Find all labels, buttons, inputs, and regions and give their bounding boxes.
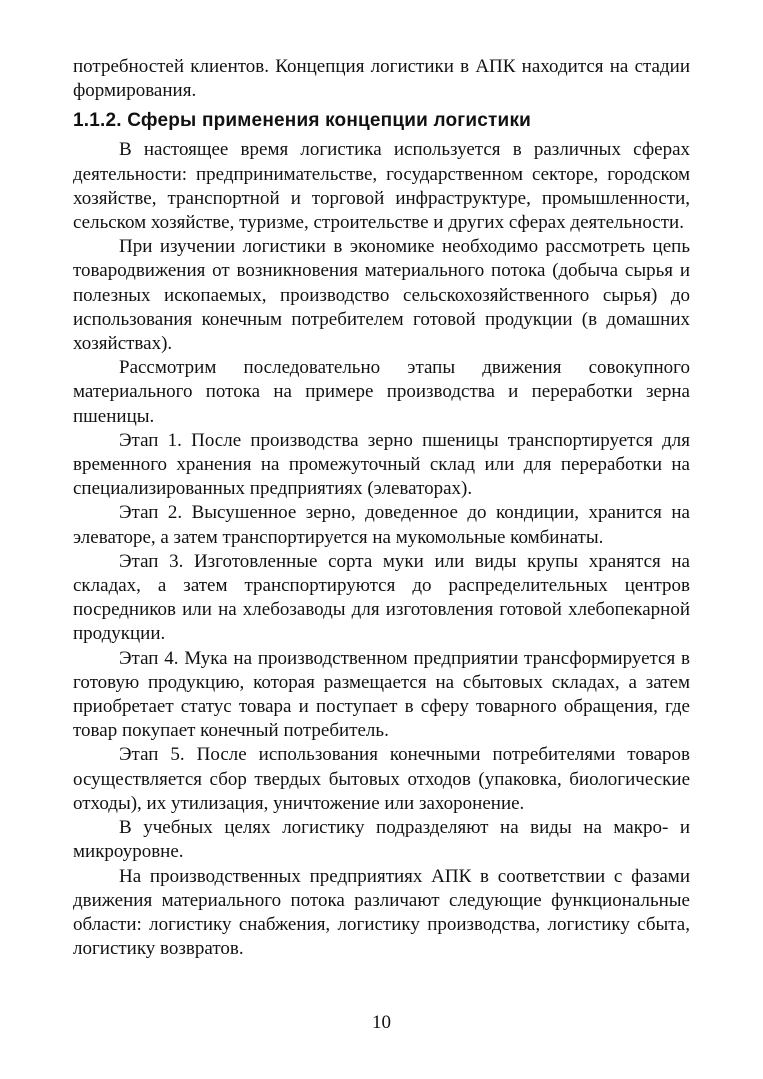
intro-paragraph: потребностей клиентов. Концепция логистики в АПК находится на стадии формирования. [73,56,690,102]
paragraph-functional-areas: На производственных предприятиях АПК в соответствии с фазами движения материального потока различают следующие функциональные области: логистику снабжения, логистику производства, логистику сбыта, логистику возвратов. [73,865,690,960]
paragraph-stage-2: Этап 2. Высушенное зерно, доведенное до кондиции, хранится на элеваторе, а затем транспортируется на мукомольные комбинаты. [73,502,690,548]
paragraph-supply-chain: При изучении логистики в экономике необходимо рассмотреть цепь товародвижения от возникновения материального потока (добыча сырья и полезных ископаемых, производство сельскохозяйственного сырья) до использования конечным потребителем готовой продукции (в домашних хозяйствах). [73,236,690,355]
paragraph-stage-5: Этап 5. После использования конечными потребителями товаров осуществляется сбор твердых бытовых отходов (упаковка, биологические отходы), их утилизация, уничтожение или захоронение. [73,744,690,814]
paragraph-stage-4: Этап 4. Мука на производственном предприятии трансформируется в готовую продукцию, которая размещается на сбытовых складах, а затем приобретает статус товара и поступает в сферу товарного обращения, где товар покупает конечный потребитель. [73,647,690,742]
section-heading: 1.1.2. Сферы применения концепции логистики [73,110,532,132]
page-number: 10 [372,1012,391,1033]
page-text [73,55,690,961]
paragraph-macro-micro: В учебных целях логистику подразделяют на виды на макро- и микроуровне. [73,817,690,863]
paragraph-stage-3: Этап 3. Изготовленные сорта муки или виды крупы хранятся на складах, а затем транспортируются до распределительных центров посредников или на хлебозаводы для изготовления готовой хлебопекарной продукции. [73,550,690,645]
paragraph-wheat-example: Рассмотрим последовательно этапы движения совокупного материального потока на примере производства и переработки зерна пшеницы. [73,357,690,427]
paragraph-application-spheres: В настоящее время логистика используется в различных сферах деятельности: предпринимательстве, государственном секторе, городском хозяйстве, транспортной и торговой инфраструктуре, промышленности, сельском хозяйстве, туризме, строительстве и других сферах деятельности. [73,139,690,234]
paragraph-stage-1: Этап 1. После производства зерно пшеницы транспортируется для временного хранения на промежуточный склад или для переработки на специализированных предприятиях (элеваторах). [73,429,690,500]
